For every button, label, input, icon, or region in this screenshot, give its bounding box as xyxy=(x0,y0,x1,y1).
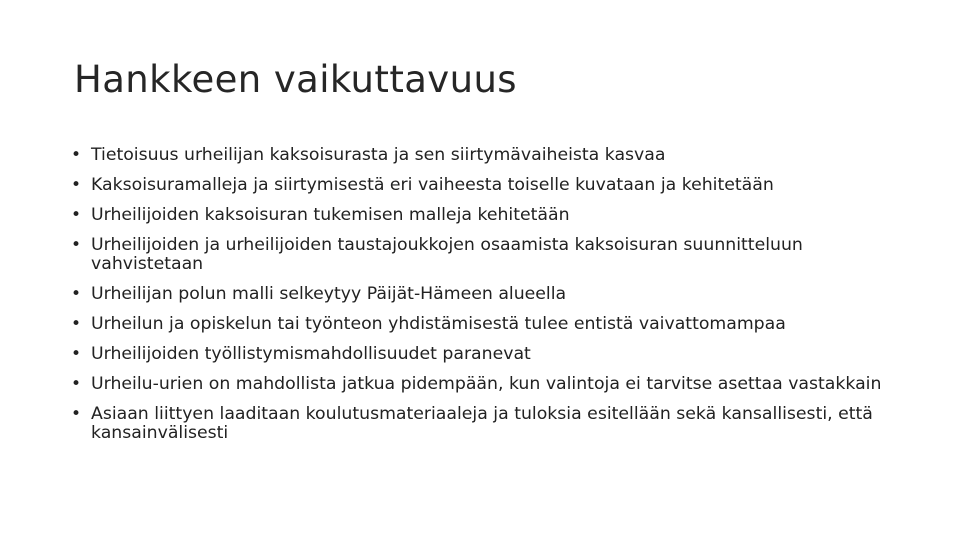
bullet-item xyxy=(71,236,891,274)
bullet-icon: • xyxy=(71,145,82,165)
bullet-item xyxy=(71,315,891,334)
bullet-icon: • xyxy=(71,205,82,225)
bullet-list xyxy=(71,146,891,454)
bullet-icon: • xyxy=(71,344,82,364)
bullet-item xyxy=(71,285,891,304)
bullet-icon: • xyxy=(71,235,82,255)
bullet-item xyxy=(71,375,891,394)
bullet-icon: • xyxy=(71,314,82,334)
bullet-item xyxy=(71,345,891,364)
bullet-text: Urheilijoiden kaksoisuran tukemisen malleja kehitetään xyxy=(91,205,570,225)
bullet-text: Urheilun ja opiskelun tai työnteon yhdistämisestä tulee entistä vaivattomampaa xyxy=(91,314,786,334)
bullet-icon: • xyxy=(71,374,82,394)
slide-title: Hankkeen vaikuttavuus xyxy=(74,58,517,101)
bullet-icon: • xyxy=(71,404,82,424)
bullet-text: Kaksoisuramalleja ja siirtymisestä eri vaiheesta toiselle kuvataan ja kehitetään xyxy=(91,175,774,195)
bullet-text: Urheilu-urien on mahdollista jatkua pidempään, kun valintoja ei tarvitse asettaa vastakkain xyxy=(91,374,882,394)
bullet-text: Urheilijoiden ja urheilijoiden taustajoukkojen osaamista kaksoisuran suunnitteluun vahvistetaan xyxy=(91,235,803,274)
bullet-icon: • xyxy=(71,175,82,195)
bullet-item xyxy=(71,176,891,195)
bullet-item xyxy=(71,206,891,225)
bullet-item xyxy=(71,146,891,165)
bullet-text: Tietoisuus urheilijan kaksoisurasta ja sen siirtymävaiheista kasvaa xyxy=(91,145,666,165)
bullet-text: Urheilijan polun malli selkeytyy Päijät-Hämeen alueella xyxy=(91,284,567,304)
bullet-text: Asiaan liittyen laaditaan koulutusmateriaaleja ja tuloksia esitellään sekä kansallisesti, että kansainvälisesti xyxy=(91,404,873,443)
bullet-icon: • xyxy=(71,284,82,304)
bullet-text: Urheilijoiden työllistymismahdollisuudet paranevat xyxy=(91,344,531,364)
bullet-item xyxy=(71,405,891,443)
